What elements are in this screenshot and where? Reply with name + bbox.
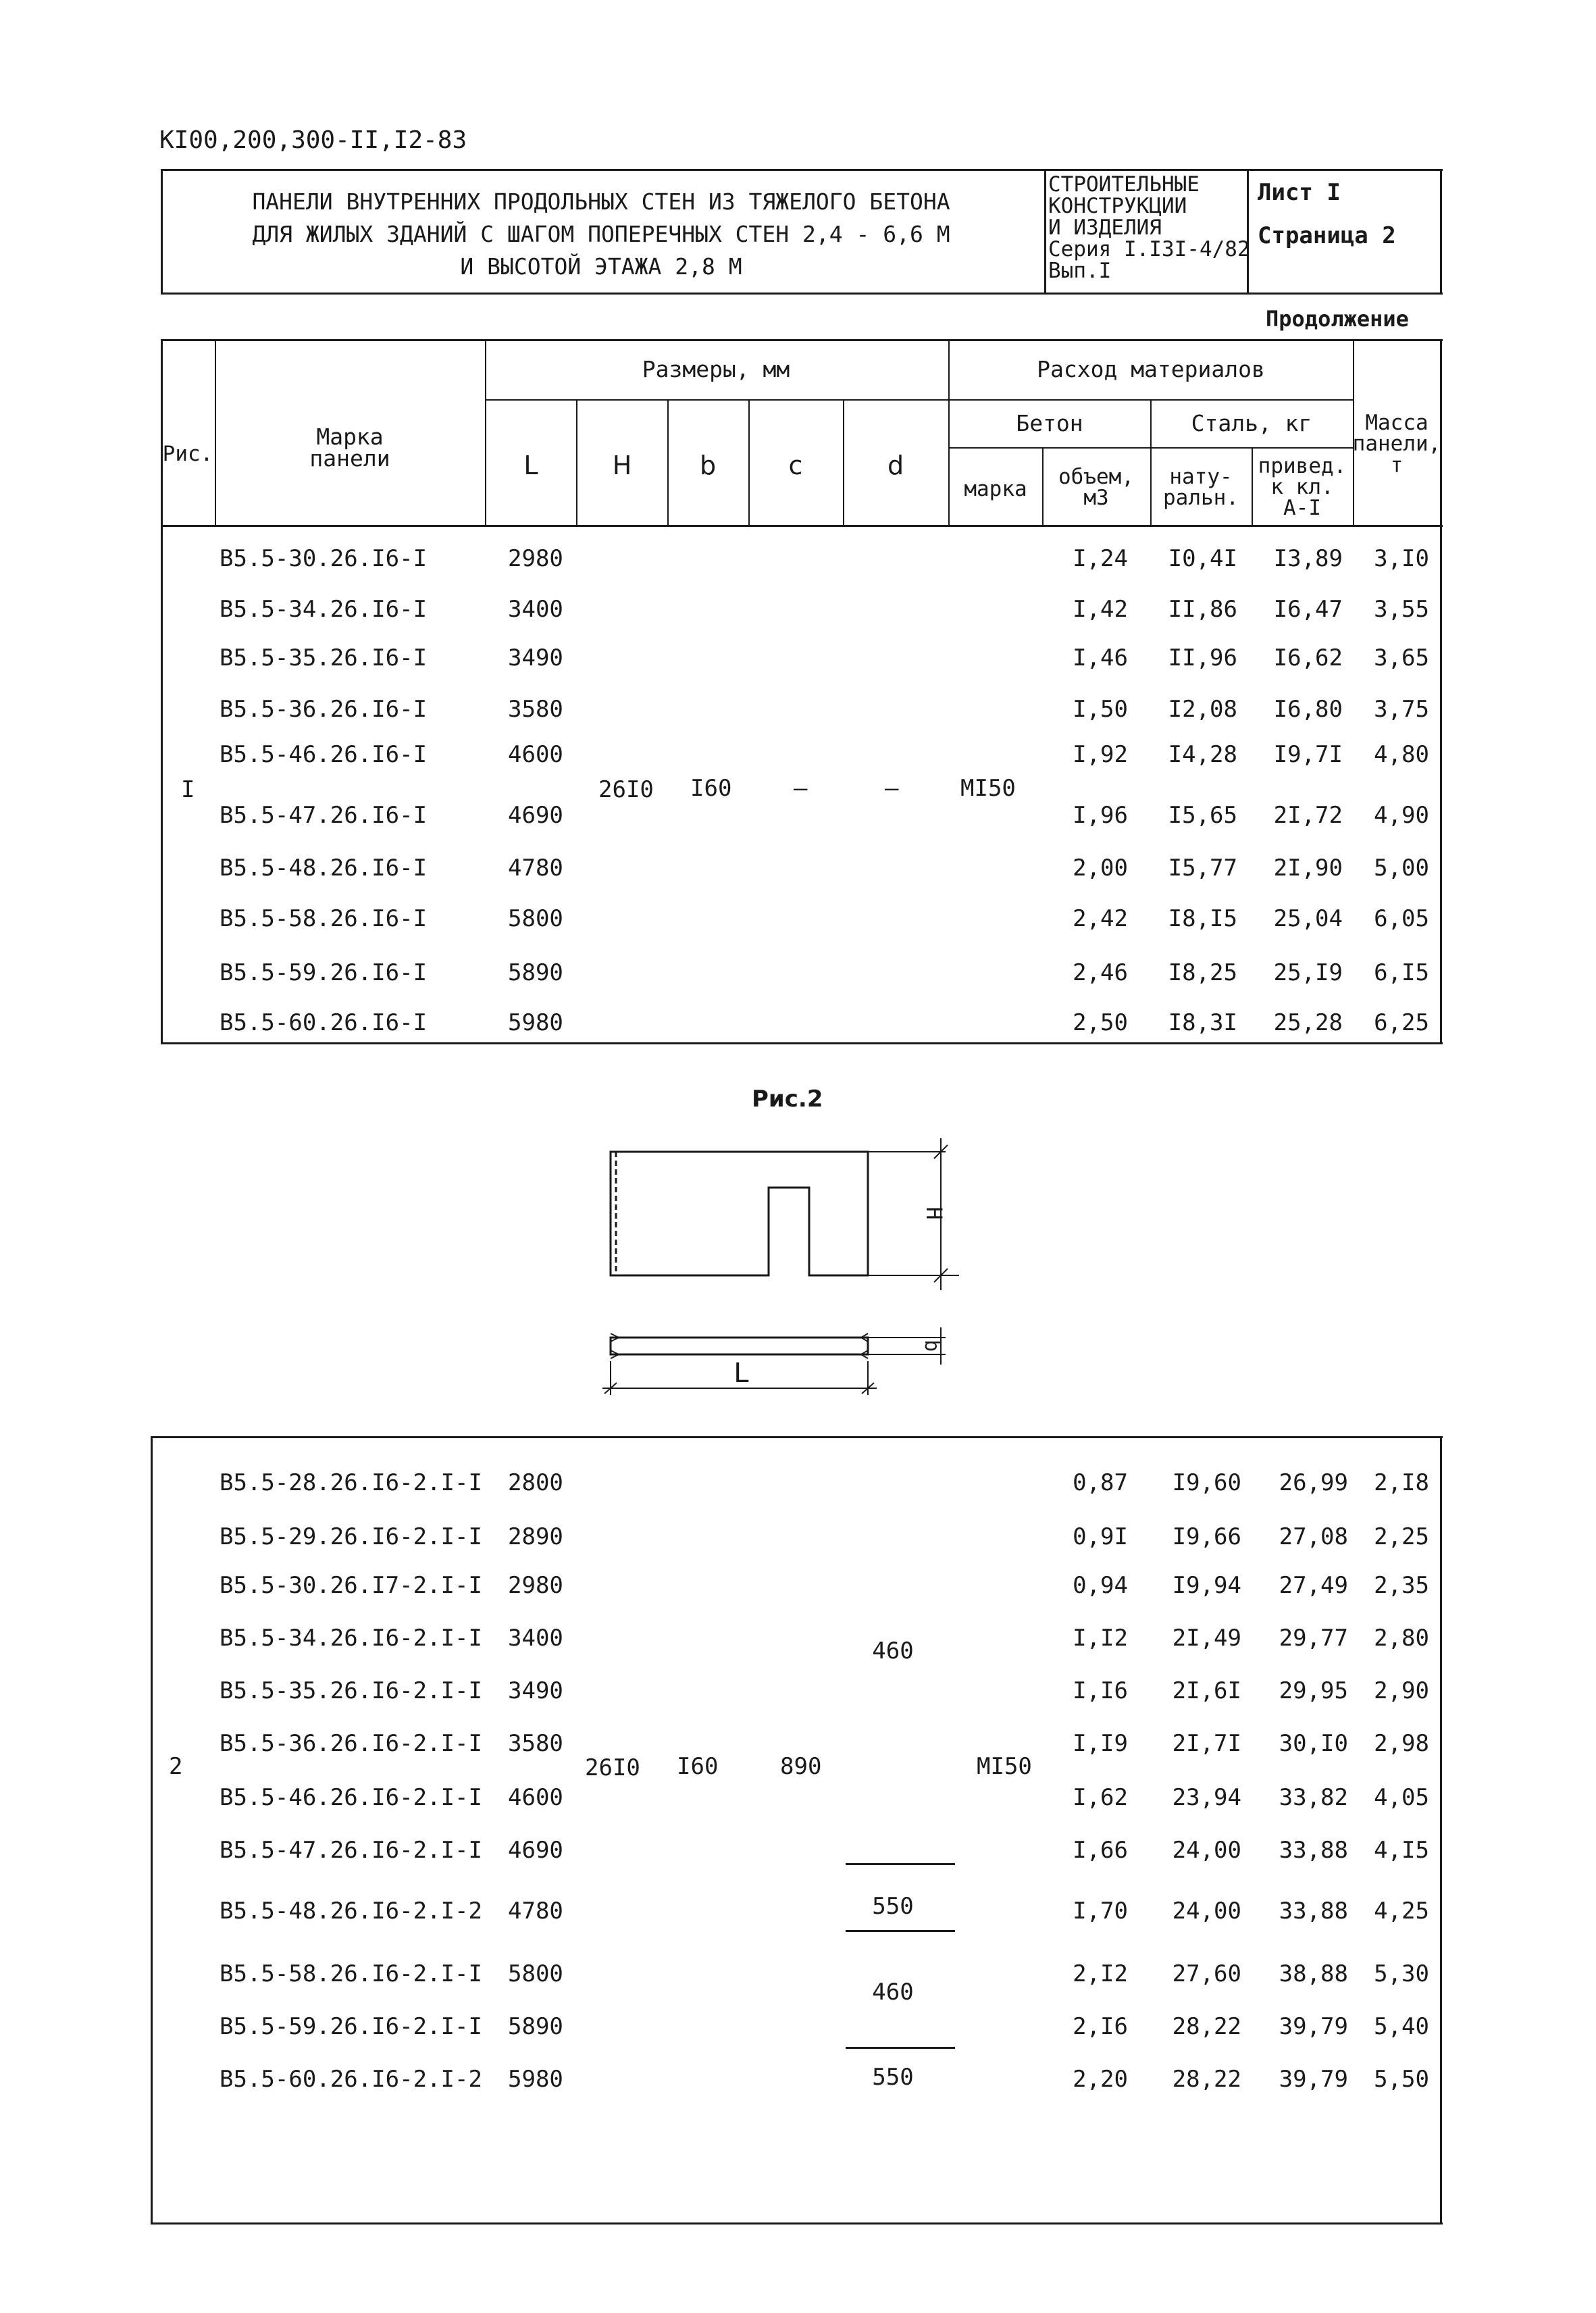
cell-steel-reduced: 2I,72 <box>1273 802 1343 829</box>
header-natural-1: нату- <box>1169 465 1233 489</box>
fig-number-1: I <box>181 776 195 803</box>
header-mass-2: панели, <box>1352 432 1441 456</box>
figure-caption: Рис.2 <box>752 1086 823 1113</box>
t2-grade-value: МI50 <box>977 1753 1032 1780</box>
series-line-3: И ИЗДЕЛИЯ <box>1048 215 1162 240</box>
cell-mark: В5.5-35.26.I6-2.I-I <box>220 1677 482 1704</box>
title-line-2: ДЛЯ ЖИЛЫХ ЗДАНИЙ С ШАГОМ ПОПЕРЕЧНЫХ СТЕН 2,4 - 6,6 М <box>252 221 950 247</box>
cell-L: 4690 <box>508 1837 563 1864</box>
cell-volume: 2,00 <box>1073 855 1128 882</box>
cell-volume: I,42 <box>1073 596 1128 623</box>
cell-steel-natural: I8,I5 <box>1168 905 1237 932</box>
cell-steel-natural: I9,66 <box>1172 1523 1241 1550</box>
cell-mark: В5.5-58.26.I6-I <box>220 905 428 932</box>
t1-grade-value: МI50 <box>960 775 1016 802</box>
cell-L: 4780 <box>508 855 563 882</box>
header-mass-3: т <box>1390 453 1404 478</box>
cell-mass: 3,I0 <box>1374 545 1429 572</box>
header-L: L <box>523 451 538 480</box>
cell-volume: I,50 <box>1073 696 1128 723</box>
header-volume-2: м3 <box>1083 486 1109 510</box>
header-fig: Рис. <box>162 442 213 466</box>
cell-mass: 6,05 <box>1374 905 1429 932</box>
cell-L: 3400 <box>508 1625 563 1652</box>
cell-mark: В5.5-30.26.I7-2.I-I <box>220 1572 482 1599</box>
cell-steel-natural: I2,08 <box>1168 696 1237 723</box>
cell-mark: В5.5-34.26.I6-I <box>220 596 428 623</box>
cell-L: 3490 <box>508 644 563 671</box>
cell-mark: В5.5-59.26.I6-2.I-I <box>220 2013 482 2040</box>
cell-L: 5980 <box>508 2066 563 2093</box>
header-mark-1: Марка <box>316 424 384 450</box>
cell-L: 4780 <box>508 1898 563 1925</box>
cell-mass: 2,98 <box>1374 1730 1429 1757</box>
cell-mark: В5.5-46.26.I6-I <box>220 741 428 768</box>
cell-steel-natural: I5,77 <box>1168 855 1237 882</box>
series-line-5: Вып.I <box>1048 259 1112 283</box>
header-sizes: Размеры, мм <box>642 356 790 382</box>
cell-mass: 4,05 <box>1374 1784 1429 1811</box>
panel-plan <box>611 1338 868 1354</box>
dim-label-b: b <box>920 1339 944 1352</box>
cell-steel-natural: I4,28 <box>1168 741 1237 768</box>
cell-steel-reduced: I6,47 <box>1273 596 1343 623</box>
header-reduced-3: А-I <box>1283 496 1321 520</box>
cell-volume: 2,I2 <box>1073 1960 1128 1987</box>
cell-steel-natural: 27,60 <box>1172 1960 1241 1987</box>
header-reduced-1: привед. <box>1258 454 1347 478</box>
cell-mass: 5,00 <box>1374 855 1429 882</box>
header-volume-1: объем, <box>1058 465 1134 489</box>
t2-d-value-2: 550 <box>872 1893 914 1920</box>
cell-mass: 2,80 <box>1374 1625 1429 1652</box>
header-natural-2: ральн. <box>1163 486 1239 510</box>
cell-mass: 2,90 <box>1374 1677 1429 1704</box>
panel-drawing <box>594 1128 973 1405</box>
header-H: H <box>612 451 632 480</box>
cell-steel-reduced: 30,I0 <box>1279 1730 1348 1757</box>
cell-steel-reduced: 29,77 <box>1279 1625 1348 1652</box>
t1-d-value: – <box>885 775 899 802</box>
document-code: КI00,200,300-II,I2-83 <box>159 126 467 154</box>
cell-L: 4600 <box>508 741 563 768</box>
cell-mark: В5.5-36.26.I6-2.I-I <box>220 1730 482 1757</box>
cell-steel-reduced: 29,95 <box>1279 1677 1348 1704</box>
series-line-2: КОНСТРУКЦИИ <box>1048 194 1187 218</box>
title-line-3: И ВЫСОТОЙ ЭТАЖА 2,8 М <box>460 253 742 280</box>
header-d: d <box>887 451 904 480</box>
cell-mass: 2,I8 <box>1374 1469 1429 1496</box>
cell-L: 3490 <box>508 1677 563 1704</box>
cell-steel-reduced: I6,62 <box>1273 644 1343 671</box>
cell-steel-natural: I8,25 <box>1168 959 1237 986</box>
cell-mark: В5.5-60.26.I6-I <box>220 1009 428 1036</box>
cell-volume: I,I9 <box>1073 1730 1128 1757</box>
cell-mass: 4,80 <box>1374 741 1429 768</box>
cell-mark: В5.5-34.26.I6-2.I-I <box>220 1625 482 1652</box>
cell-L: 2980 <box>508 1572 563 1599</box>
cell-mark: В5.5-36.26.I6-I <box>220 696 428 723</box>
cell-volume: 2,I6 <box>1073 2013 1128 2040</box>
title-line-1: ПАНЕЛИ ВНУТРЕННИХ ПРОДОЛЬНЫХ СТЕН ИЗ ТЯЖЕЛОГО БЕТОНА <box>252 188 950 215</box>
t1-b-value: I60 <box>690 775 732 802</box>
cell-steel-natural: 2I,49 <box>1172 1625 1241 1652</box>
cell-steel-reduced: 27,08 <box>1279 1523 1348 1550</box>
cell-steel-natural: I9,60 <box>1172 1469 1241 1496</box>
cell-mark: В5.5-47.26.I6-2.I-I <box>220 1837 482 1864</box>
cell-mass: 6,I5 <box>1374 959 1429 986</box>
cell-mark: В5.5-29.26.I6-2.I-I <box>220 1523 482 1550</box>
cell-L: 3580 <box>508 1730 563 1757</box>
header-materials: Расход материалов <box>1037 356 1265 382</box>
cell-steel-natural: II,86 <box>1168 596 1237 623</box>
cell-volume: I,I2 <box>1073 1625 1128 1652</box>
cell-mass: 6,25 <box>1374 1009 1429 1036</box>
cell-mark: В5.5-30.26.I6-I <box>220 545 428 572</box>
cell-L: 3400 <box>508 596 563 623</box>
panel-elevation <box>611 1152 868 1275</box>
cell-volume: 0,9I <box>1073 1523 1128 1550</box>
cell-steel-reduced: 26,99 <box>1279 1469 1348 1496</box>
cell-volume: I,24 <box>1073 545 1128 572</box>
cell-steel-reduced: I3,89 <box>1273 545 1343 572</box>
cell-steel-natural: 2I,6I <box>1172 1677 1241 1704</box>
dim-label-H: H <box>921 1206 947 1220</box>
cell-volume: I,46 <box>1073 644 1128 671</box>
cell-mark: В5.5-46.26.I6-2.I-I <box>220 1784 482 1811</box>
cell-mass: 5,30 <box>1374 1960 1429 1987</box>
cell-steel-reduced: 2I,90 <box>1273 855 1343 882</box>
cell-steel-natural: 23,94 <box>1172 1784 1241 1811</box>
cell-steel-reduced: 39,79 <box>1279 2013 1348 2040</box>
cell-volume: I,I6 <box>1073 1677 1128 1704</box>
t2-c-value: 890 <box>780 1753 822 1780</box>
cell-volume: 2,20 <box>1073 2066 1128 2093</box>
cell-volume: I,70 <box>1073 1898 1128 1925</box>
cell-mass: 4,I5 <box>1374 1837 1429 1864</box>
cell-mark: В5.5-48.26.I6-2.I-2 <box>220 1898 482 1925</box>
t2-d-value-3: 460 <box>872 1979 914 2006</box>
cell-volume: 2,50 <box>1073 1009 1128 1036</box>
cell-L: 5800 <box>508 905 563 932</box>
cell-steel-natural: 2I,7I <box>1172 1730 1241 1757</box>
cell-steel-reduced: 27,49 <box>1279 1572 1348 1599</box>
cell-L: 5800 <box>508 1960 563 1987</box>
cell-L: 2800 <box>508 1469 563 1496</box>
cell-mark: В5.5-59.26.I6-I <box>220 959 428 986</box>
cell-steel-reduced: 33,88 <box>1279 1898 1348 1925</box>
cell-steel-natural: 24,00 <box>1172 1837 1241 1864</box>
page-number: Страница 2 <box>1258 222 1396 249</box>
header-steel: Сталь, кг <box>1191 410 1312 436</box>
cell-steel-natural: I8,3I <box>1168 1009 1237 1036</box>
t2-d-value-4: 550 <box>872 2064 914 2091</box>
cell-L: 3580 <box>508 696 563 723</box>
cell-volume: 2,42 <box>1073 905 1128 932</box>
cell-steel-natural: I5,65 <box>1168 802 1237 829</box>
cell-volume: I,66 <box>1073 1837 1128 1864</box>
header-grade: марка <box>964 477 1027 501</box>
cell-volume: I,62 <box>1073 1784 1128 1811</box>
cell-steel-reduced: 39,79 <box>1279 2066 1348 2093</box>
cell-steel-reduced: 33,88 <box>1279 1837 1348 1864</box>
cell-L: 2980 <box>508 545 563 572</box>
series-line-1: СТРОИТЕЛЬНЫЕ <box>1048 172 1200 197</box>
cell-steel-natural: II,96 <box>1168 644 1237 671</box>
t1-c-value: – <box>794 775 808 802</box>
cell-L: 5890 <box>508 2013 563 2040</box>
continuation-label: Продолжение <box>1266 306 1409 332</box>
dim-label-L: L <box>733 1358 750 1389</box>
header-mass-1: Масса <box>1365 411 1428 435</box>
cell-steel-natural: 28,22 <box>1172 2066 1241 2093</box>
cell-mass: 2,25 <box>1374 1523 1429 1550</box>
cell-mass: 5,50 <box>1374 2066 1429 2093</box>
cell-steel-natural: 24,00 <box>1172 1898 1241 1925</box>
cell-mass: 4,25 <box>1374 1898 1429 1925</box>
cell-mass: 3,55 <box>1374 596 1429 623</box>
cell-steel-reduced: I6,80 <box>1273 696 1343 723</box>
cell-steel-natural: I9,94 <box>1172 1572 1241 1599</box>
header-c: c <box>788 451 803 480</box>
fig-number-2: 2 <box>169 1753 183 1780</box>
cell-mark: В5.5-48.26.I6-I <box>220 855 428 882</box>
header-mark-2: панели <box>309 445 390 472</box>
cell-volume: I,92 <box>1073 741 1128 768</box>
cell-steel-natural: 28,22 <box>1172 2013 1241 2040</box>
cell-mass: 3,75 <box>1374 696 1429 723</box>
cell-steel-reduced: 38,88 <box>1279 1960 1348 1987</box>
cell-volume: 2,46 <box>1073 959 1128 986</box>
cell-L: 2890 <box>508 1523 563 1550</box>
cell-L: 5890 <box>508 959 563 986</box>
cell-L: 5980 <box>508 1009 563 1036</box>
t2-H-value: 26I0 <box>585 1754 640 1781</box>
cell-mark: В5.5-35.26.I6-I <box>220 644 428 671</box>
cell-volume: 0,87 <box>1073 1469 1128 1496</box>
header-concrete: Бетон <box>1016 410 1083 436</box>
cell-mass: 3,65 <box>1374 644 1429 671</box>
header-b: b <box>699 451 717 480</box>
cell-steel-reduced: 25,I9 <box>1273 959 1343 986</box>
sheet-number: Лист I <box>1258 179 1341 206</box>
cell-mass: 4,90 <box>1374 802 1429 829</box>
cell-steel-reduced: 33,82 <box>1279 1784 1348 1811</box>
cell-steel-reduced: 25,28 <box>1273 1009 1343 1036</box>
t2-b-value: I60 <box>677 1753 719 1780</box>
cell-mark: В5.5-28.26.I6-2.I-I <box>220 1469 482 1496</box>
cell-volume: 0,94 <box>1073 1572 1128 1599</box>
cell-mass: 5,40 <box>1374 2013 1429 2040</box>
cell-L: 4600 <box>508 1784 563 1811</box>
cell-mark: В5.5-58.26.I6-2.I-I <box>220 1960 482 1987</box>
t2-d-value-1: 460 <box>872 1637 914 1664</box>
header-reduced-2: к кл. <box>1270 475 1334 499</box>
cell-mark: В5.5-60.26.I6-2.I-2 <box>220 2066 482 2093</box>
t1-H-value: 26I0 <box>598 776 654 803</box>
cell-mass: 2,35 <box>1374 1572 1429 1599</box>
cell-mark: В5.5-47.26.I6-I <box>220 802 428 829</box>
cell-steel-reduced: I9,7I <box>1273 741 1343 768</box>
cell-steel-natural: I0,4I <box>1168 545 1237 572</box>
cell-steel-reduced: 25,04 <box>1273 905 1343 932</box>
cell-volume: I,96 <box>1073 802 1128 829</box>
series-line-4: Серия I.I3I-4/82 <box>1048 237 1250 261</box>
cell-L: 4690 <box>508 802 563 829</box>
